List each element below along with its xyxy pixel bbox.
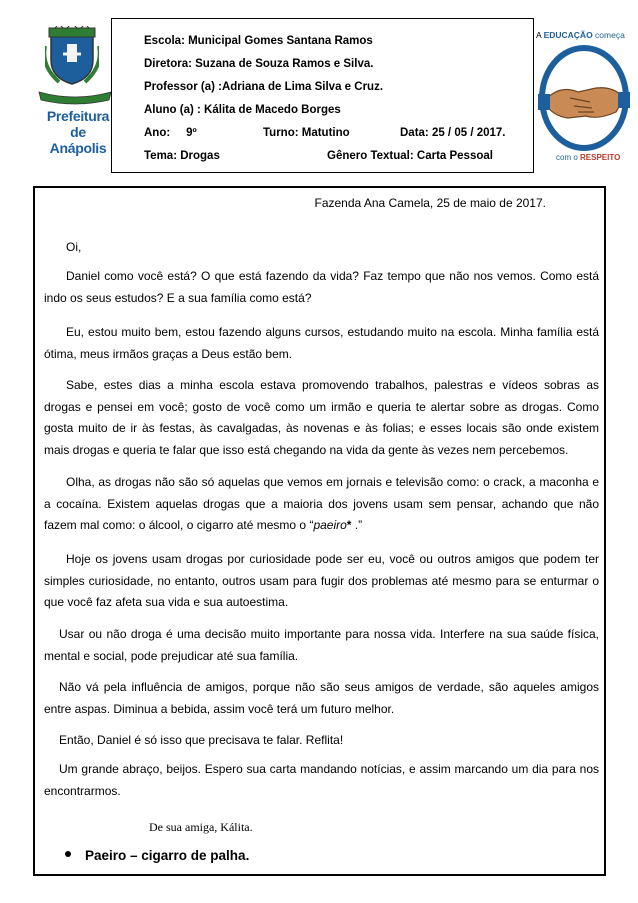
handshake-icon xyxy=(538,42,630,152)
paragraph-9: Um grande abraço, beijos. Espero sua carta mandando notícias, e assim marcando um dia para nos encontrarmos. xyxy=(44,762,599,798)
paragraph-4: Olha, as drogas não são só aquelas que vemos em jornais e televisão como: o crack, a maconha e a cocaína. Existem aquelas drogas que a maioria dos jovens usam sem pensar, achando que não fazem mal como: o álcool, o cigarro até mesmo o “paeiro* .” xyxy=(44,475,599,532)
paragraph-5: Hoje os jovens usam drogas por curiosidade pode ser eu, você ou outros amigos que podem ter simples curiosidade, no entanto, outros usam para fugir dos problemas até mesmo para se enturmar o que você faz afeta sua vida e sua autoestima. xyxy=(44,552,599,609)
letter-date: Fazenda Ana Camela, 25 de maio de 2017. xyxy=(314,196,546,210)
paragraph-6: Usar ou não droga é uma decisão muito importante para nossa vida. Interfere na sua saúde física, mental e social, pode prejudicar até sua família. xyxy=(44,627,599,663)
paragraph-8: Então, Daniel é só isso que precisava te falar. Reflita! xyxy=(59,733,344,747)
anapolis-crest-logo xyxy=(37,22,110,162)
header xyxy=(31,18,625,173)
education-respect-logo xyxy=(536,18,634,173)
student-name: Aluno (a) : Kálita de Macedo Borges xyxy=(144,104,341,116)
education-slogan-top: A EDUCAÇÃO começa xyxy=(536,30,625,40)
text-genre: Gênero Textual: Carta Pessoal xyxy=(327,150,493,162)
ribbon-icon xyxy=(37,84,113,106)
letter-box xyxy=(33,186,606,876)
date-field: Data: 25 / 05 / 2017. xyxy=(400,127,506,139)
paragraph-1: Daniel como você está? O que está fazendo da vida? Faz tempo que não nos vemos. Como está indo os seus estudos? E a sua família como está? xyxy=(44,269,599,305)
paragraph-7: Não vá pela influência de amigos, porque não são seus amigos de verdade, são aqueles amigos entre aspas. Diminua a bebida, assim você terá um futuro melhor. xyxy=(44,680,599,716)
paragraph-2: Eu, estou muito bem, estou fazendo alguns cursos, estudando muito na escola. Minha família está ótima, meus irmãos graças a Deus estão bem. xyxy=(44,325,599,361)
teacher-name: Professor (a) :Adriana de Lima Silva e Cruz. xyxy=(144,81,384,93)
signature: De sua amiga, Kálita. xyxy=(149,820,253,834)
prefeitura-logo-text: Prefeitura de Anápolis xyxy=(46,108,110,156)
paragraph-3: Sabe, estes dias a minha escola estava promovendo trabalhos, palestras e vídeos sobras as drogas e pensei em você; gosto de você como um irmão e queria te alertar sobre as drogas. Como gosta muito de ir às festas, às cavalgadas, às novenas e às folias; e esses locais são onde existem mais drogas e queria te falar que isso está chegando na vida da gente às vezes nem percebemos. xyxy=(44,378,599,457)
greeting: Oi, xyxy=(66,240,82,254)
bullet-icon xyxy=(65,851,71,857)
paeiro-term: paeiro xyxy=(313,518,347,532)
director-name: Diretora: Suzana de Souza Ramos e Silva. xyxy=(144,58,374,70)
shift: Turno: Matutino xyxy=(263,127,350,139)
school-name: Escola: Municipal Gomes Santana Ramos xyxy=(144,35,373,47)
footnote: Paeiro – cigarro de palha. xyxy=(65,848,249,863)
grade-year: Ano: 9º xyxy=(144,127,197,139)
footnote-star: * xyxy=(346,518,352,532)
coat-of-arms-icon xyxy=(45,26,99,86)
theme: Tema: Drogas xyxy=(144,150,220,162)
education-slogan-bottom: com o RESPEITO xyxy=(556,153,621,162)
